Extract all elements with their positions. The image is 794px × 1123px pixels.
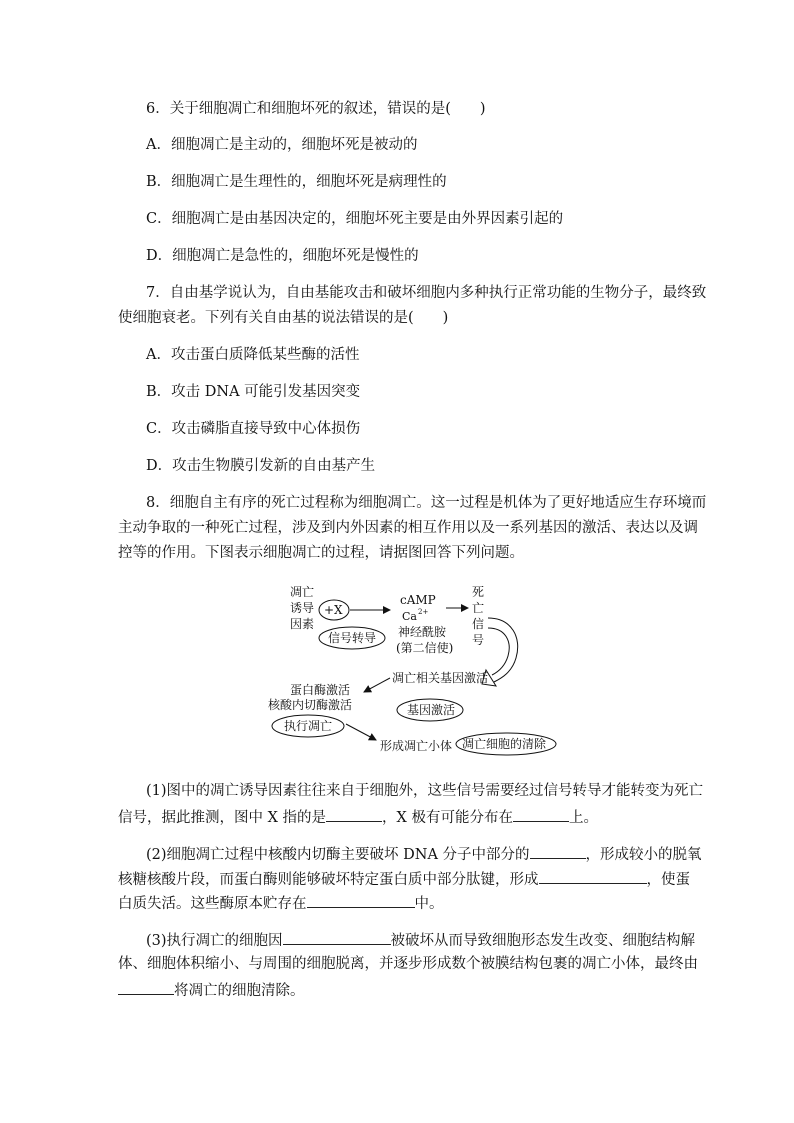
answer-blank-location[interactable] [513,806,569,822]
q6-option-d: D．细胞凋亡是急性的，细胞坏死是慢性的 [146,248,419,264]
q8-stem-line3: 控等的作用。下图表示细胞凋亡的过程，请据图回答下列问题。 [118,545,524,561]
apoptosis-diagram [250,578,570,760]
inducer-label-2: 诱导 [290,601,315,615]
signal-transduction-label: 信号转导 [328,631,377,645]
q8-2-text-f: 中。 [414,896,444,912]
q8-1-line1: (1)图中的凋亡诱导因素往往来自于细胞外，这些信号需要经过信号转导才能转变为死亡 [146,783,704,799]
q8-stem-line2: 主动争取的一种死亡过程，涉及到内外因素的相互作用以及一系列基因的激活、表达以及调 [118,520,698,536]
q8-2-line3 [118,892,444,914]
q8-3-text-a: (3)执行凋亡的细胞因 [146,933,283,949]
q8-2-text-d: ，使蛋 [646,872,690,888]
q8-2-text-b: ，形成较小的脱氧 [585,847,702,863]
inducer-label-3: 因素 [290,617,315,631]
apoptotic-body-label: 形成凋亡小体 [380,739,453,753]
death-signal-3: 信 [472,617,485,631]
q8-3-line2: 体、细胞体积缩小、与周围的细胞脱离，并逐步形成数个被膜结构包裹的凋亡小体，最终由 [118,956,698,972]
q8-3-text-b: 被破坏从而导致细胞形态发生改变、细胞结构解 [390,933,696,949]
camp-label: cAMP [400,593,436,607]
q6-stem: 6．关于细胞凋亡和细胞坏死的叙述，错误的是( ) [146,101,486,117]
inducer-label-1: 凋亡 [290,585,315,599]
death-signal-4: 号 [472,633,485,647]
curved-arrow [488,618,518,682]
q8-2-text-e: 白质失活。这些酶原本贮存在 [118,896,307,912]
q8-1-text-b: ，X 极有可能分布在 [382,810,513,826]
q7-option-b: B．攻击 DNA 可能引发基因突变 [146,384,361,400]
gene-activation-label: 凋亡相关基因激活 [392,671,489,685]
endonuclease-label: 核酸内切酶激活 [268,698,353,712]
clearance-label: 凋亡细胞的清除 [462,737,547,751]
q7-stem-line1: 7．自由基学说认为，自由基能攻击和破坏细胞内多种执行正常功能的生物分子，最终致 [146,285,707,301]
plus-x-label: +X [324,603,343,617]
answer-blank-bond[interactable] [530,843,586,859]
q6-option-b: B．细胞凋亡是生理性的，细胞坏死是病理性的 [146,174,447,190]
answer-blank-structure[interactable] [283,929,391,945]
q8-3-text-c: 将凋亡的细胞清除。 [174,983,305,999]
q8-1-text-a: 信号，据此推测，图中 X 指的是 [118,810,327,826]
execute-apoptosis-label: 执行凋亡 [284,719,333,733]
second-messenger-label: (第二信使) [396,641,454,655]
arrow-to-apoptotic-body [346,724,376,740]
death-signal-1: 死 [472,585,485,599]
q7-option-d: D．攻击生物膜引发新的自由基产生 [146,458,376,474]
q8-stem-line1: 8．细胞自主有序的死亡过程称为细胞凋亡。这一过程是机体为了更好地适应生存环境而 [146,495,707,511]
q8-3-line1 [146,929,695,951]
death-signal-2: 亡 [472,601,485,615]
q8-2-line1 [146,843,702,865]
answer-blank-product[interactable] [539,868,647,884]
ca-label: Ca [402,610,417,623]
neuro-label: 神经酰胺 [398,625,447,639]
arrow-to-protease [364,678,390,692]
q7-option-a: A．攻击蛋白质降低某些酶的活性 [146,347,360,363]
ca-superscript: 2+ [418,608,429,616]
protease-label: 蛋白酶激活 [290,683,351,697]
answer-blank-x[interactable] [326,806,382,822]
answer-blank-storage[interactable] [307,892,415,908]
curved-arrow-inner [488,628,509,675]
q8-2-text-a: (2)细胞凋亡过程中核酸内切酶主要破坏 DNA 分子中部分的 [146,847,530,863]
q8-1-line2 [118,806,598,828]
q8-1-text-c: 上。 [568,810,598,826]
q8-2-text-c: 核糖核酸片段，而蛋白酶则能够破坏特定蛋白质中部分肽键，形成 [118,872,539,888]
q7-option-c: C．攻击磷脂直接导致中心体损伤 [146,421,361,437]
answer-blank-cleaner[interactable] [118,979,174,995]
gene-activation-text: 基因激活 [407,703,456,717]
q8-2-line2 [118,868,690,890]
q8-3-line3 [118,979,305,1001]
q6-option-c: C．细胞凋亡是由基因决定的，细胞坏死主要是由外界因素引起的 [146,211,564,227]
q6-option-a: A．细胞凋亡是主动的，细胞坏死是被动的 [146,137,418,153]
q7-stem-line2: 使细胞衰老。下列有关自由基的说法错误的是( ) [118,310,449,326]
